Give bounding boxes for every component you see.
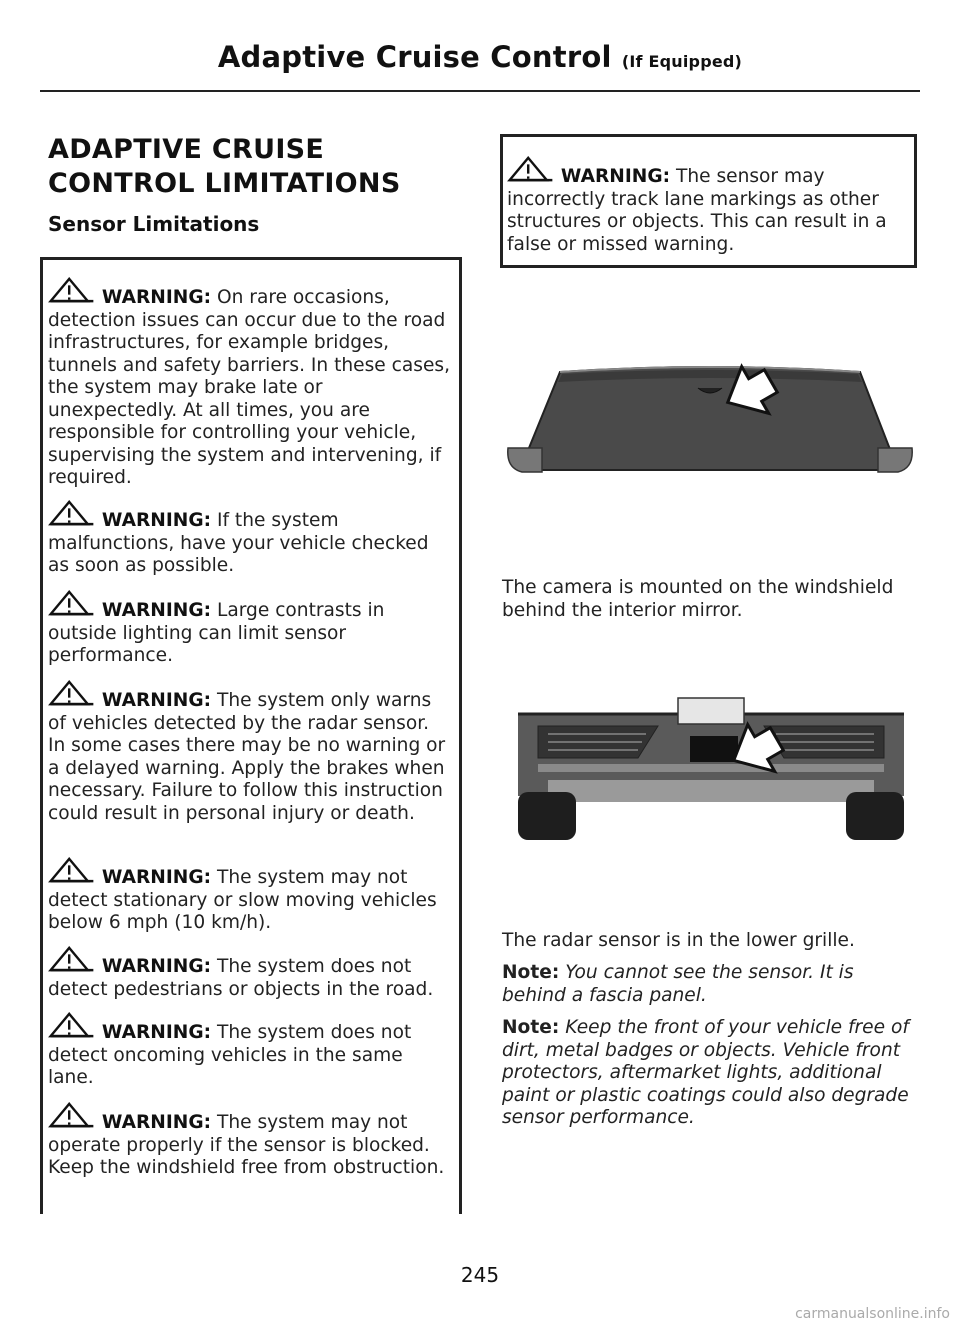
warning-triangle-icon	[48, 857, 96, 883]
warning-triangle-icon	[507, 156, 555, 182]
section-title: ADAPTIVE CRUISE CONTROL LIMITATIONS	[48, 134, 401, 199]
camera-text: The camera is mounted on the windshield behind the interior mirror.	[502, 577, 894, 621]
warning-triangle-icon	[48, 1102, 96, 1128]
note-text: You cannot see the sensor. It is behind a fascia panel.	[502, 962, 854, 1006]
warning-label: WARNING:	[101, 510, 212, 531]
subsection-title: Sensor Limitations	[48, 212, 260, 236]
warning-triangle-icon	[48, 680, 96, 706]
warning-text: The sensor may incorrectly track lane markings as other structures or objects. This can result in a false or missed warning.	[507, 166, 887, 255]
warning-text: The system may not detect stationary or slow moving vehicles below 6 mph (10 km/h).	[48, 867, 437, 933]
warning-label: WARNING:	[101, 1112, 212, 1133]
note-1	[502, 962, 916, 1007]
warning-text: If the system malfunctions, have your vehicle checked as soon as possible.	[48, 510, 429, 576]
note-text: Keep the front of your vehicle free of dirt, metal badges or objects. Vehicle front protectors, aftermarket lights, additional paint or plastic coatings could also degrade sensor performance.	[502, 1017, 909, 1128]
warning-7	[48, 1012, 452, 1090]
warning-triangle-icon	[48, 946, 96, 972]
note-label: Note:	[502, 962, 560, 983]
watermark: carmanualsonline.info	[795, 1306, 950, 1322]
header-rule	[40, 90, 920, 92]
warning-text: The system may not operate properly if the sensor is blocked. Keep the windshield free from obstruction.	[48, 1112, 445, 1178]
warning-4	[48, 680, 452, 825]
page-header	[0, 40, 960, 74]
warning-label: WARNING:	[560, 166, 671, 187]
header-title: Adaptive Cruise Control	[217, 40, 612, 74]
page-number: 245	[460, 1263, 500, 1287]
windshield-camera-figure	[500, 360, 920, 480]
warning-triangle-icon	[48, 500, 96, 526]
warning-label: WARNING:	[101, 600, 212, 621]
warning-triangle-icon	[48, 1012, 96, 1038]
warning-right	[507, 156, 905, 256]
warning-label: WARNING:	[101, 956, 212, 977]
warning-label: WARNING:	[101, 1022, 212, 1043]
warning-text: On rare occasions, detection issues can occur due to the road infrastructures, for example bridges, tunnels and safety barriers. In these cases, the system may brake late or unexpectedly. At all times, you are responsible for controlling your vehicle, supervising the system and intervening, if required.	[48, 287, 450, 488]
warning-1	[48, 277, 452, 490]
warning-triangle-icon	[48, 590, 96, 616]
warning-text: The system only warns of vehicles detected by the radar sensor. In some cases there may be no warning or a delayed warning. Apply the brakes when necessary. Failure to follow this instruction could result in personal injury or death.	[48, 690, 446, 824]
warning-3	[48, 590, 452, 668]
warning-text: Large contrasts in outside lighting can limit sensor performance.	[48, 600, 385, 666]
warning-2	[48, 500, 452, 578]
warning-triangle-icon	[48, 277, 96, 303]
note-2	[502, 1017, 916, 1130]
warning-label: WARNING:	[101, 690, 212, 711]
note-label: Note:	[502, 1017, 560, 1038]
warning-6	[48, 946, 452, 1001]
warning-5	[48, 857, 452, 935]
radar-sensor-figure	[518, 696, 904, 846]
warning-text: The system does not detect oncoming vehicles in the same lane.	[48, 1022, 412, 1088]
warning-label: WARNING:	[101, 287, 212, 308]
warning-label: WARNING:	[101, 867, 212, 888]
warning-text: The system does not detect pedestrians or objects in the road.	[48, 956, 434, 1000]
header-suffix: (If Equipped)	[621, 52, 743, 71]
warning-8	[48, 1102, 452, 1180]
radar-text: The radar sensor is in the lower grille.	[502, 930, 855, 951]
